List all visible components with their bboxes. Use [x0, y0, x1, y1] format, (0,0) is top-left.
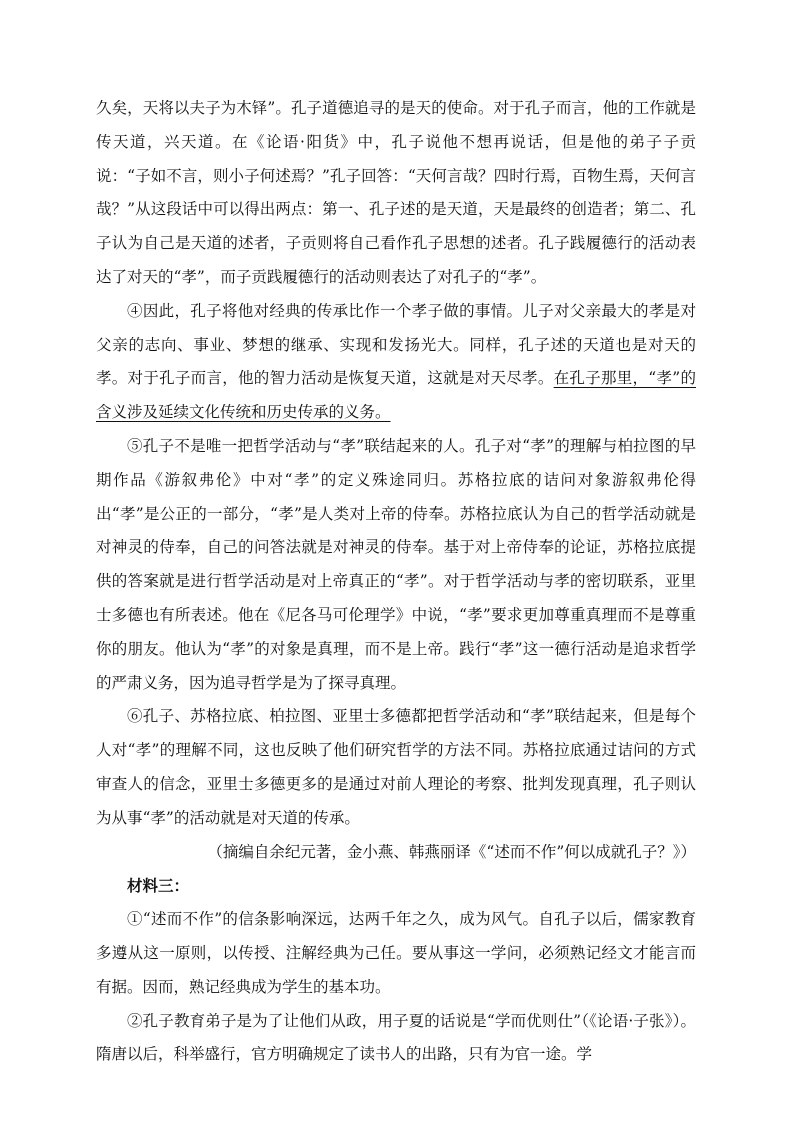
source-citation: （摘编自余纪元著，金小燕、韩燕丽译《“述而不作”何以成就孔子？》） — [207, 842, 696, 861]
material3-paragraph-1: ①“述而不作”的信条影响深远，达两千年之久，成为风气。自孔子以后，儒家教育多遵从这一原则，以传授、注解经典为己任。要从事这一学问，必须熟记经文才能言而有据。因而，熟记经典成为学生的基本功。 — [96, 910, 696, 996]
section-heading: 材料三： — [127, 876, 190, 896]
document-page — [96, 92, 696, 1072]
paragraph-4 — [96, 295, 696, 430]
paragraph-6: ⑥孔子、苏格拉底、柏拉图、亚里士多德都把哲学活动和“孝”联结起来，但是每个人对“孝”的理解不同，这也反映了他们研究哲学的方法不同。苏格拉底通过诘问的方式审查人的信念，亚里士多德更多的是通过对前人理论的考察、批判发现真理，孔子则认为从事“孝”的活动就是对天道的传承。 — [96, 707, 696, 827]
paragraph-4-underlined-sentence: 在孔子那里，“孝”的含义涉及延续文化传统和历史传承的义务。 — [96, 369, 696, 422]
paragraph-4-text: ④因此，孔子将他对经典的传承比作一个孝子做的事情。儿子对父亲最大的孝是对父亲的志向、事业、梦想的继承、实现和发扬光大。同样，孔子述的天道也是对天的孝。对于孔子而言，他的智力活动是恢复天道，这就是对天尽孝。 — [96, 301, 696, 388]
material3-paragraph-2: ②孔子教育弟子是为了让他们从政，用子夏的话说是“学而优则仕”（《论语·子张》）。隋唐以后，科举盛行，官方明确规定了读书人的出路，只有为官一途。学 — [96, 1011, 696, 1064]
paragraph-5: ⑤孔子不是唯一把哲学活动与“孝”联结起来的人。孔子对“孝”的理解与柏拉图的早期作品《游叙弗伦》中对“孝”的定义殊途同归。苏格拉底的诘问对象游叙弗伦得出“孝”是公正的一部分，“孝”是人类对上帝的侍奉。苏格拉底认为自己的哲学活动就是对神灵的侍奉，自己的问答法就是对神灵的侍奉。基于对上帝侍奉的论证，苏格拉底提供的答案就是进行哲学活动是对上帝真正的“孝”。对于哲学活动与孝的密切联系，亚里士多德也有所表述。他在《尼各马可伦理学》中说，“孝”要求更加尊重真理而不是尊重你的朋友。他认为“孝”的对象是真理，而不是上帝。践行“孝”这一德行活动是追求哲学的严肃义务，因为追寻哲学是为了探寻真理。 — [96, 436, 696, 692]
paragraph-continued: 久矣，天将以夫子为木铎”。孔子道德追寻的是天的使命。对于孔子而言，他的工作就是传天道，兴天道。在《论语·阳货》中，孔子说他不想再说话，但是他的弟子子贡说：“子如不言，则小子何述焉？”孔子回答：“天何言哉？四时行焉，百物生焉，天何言哉？”从这段话中可以得出两点：第一、孔子述的是天道，天是最终的创造者；第二、孔子认为自己是天道的述者，子贡则将自己看作孔子思想的述者。孔子践履德行的活动表达了对天的“孝”，而子贡践履德行的活动则表达了对孔子的“孝”。 — [96, 99, 696, 286]
